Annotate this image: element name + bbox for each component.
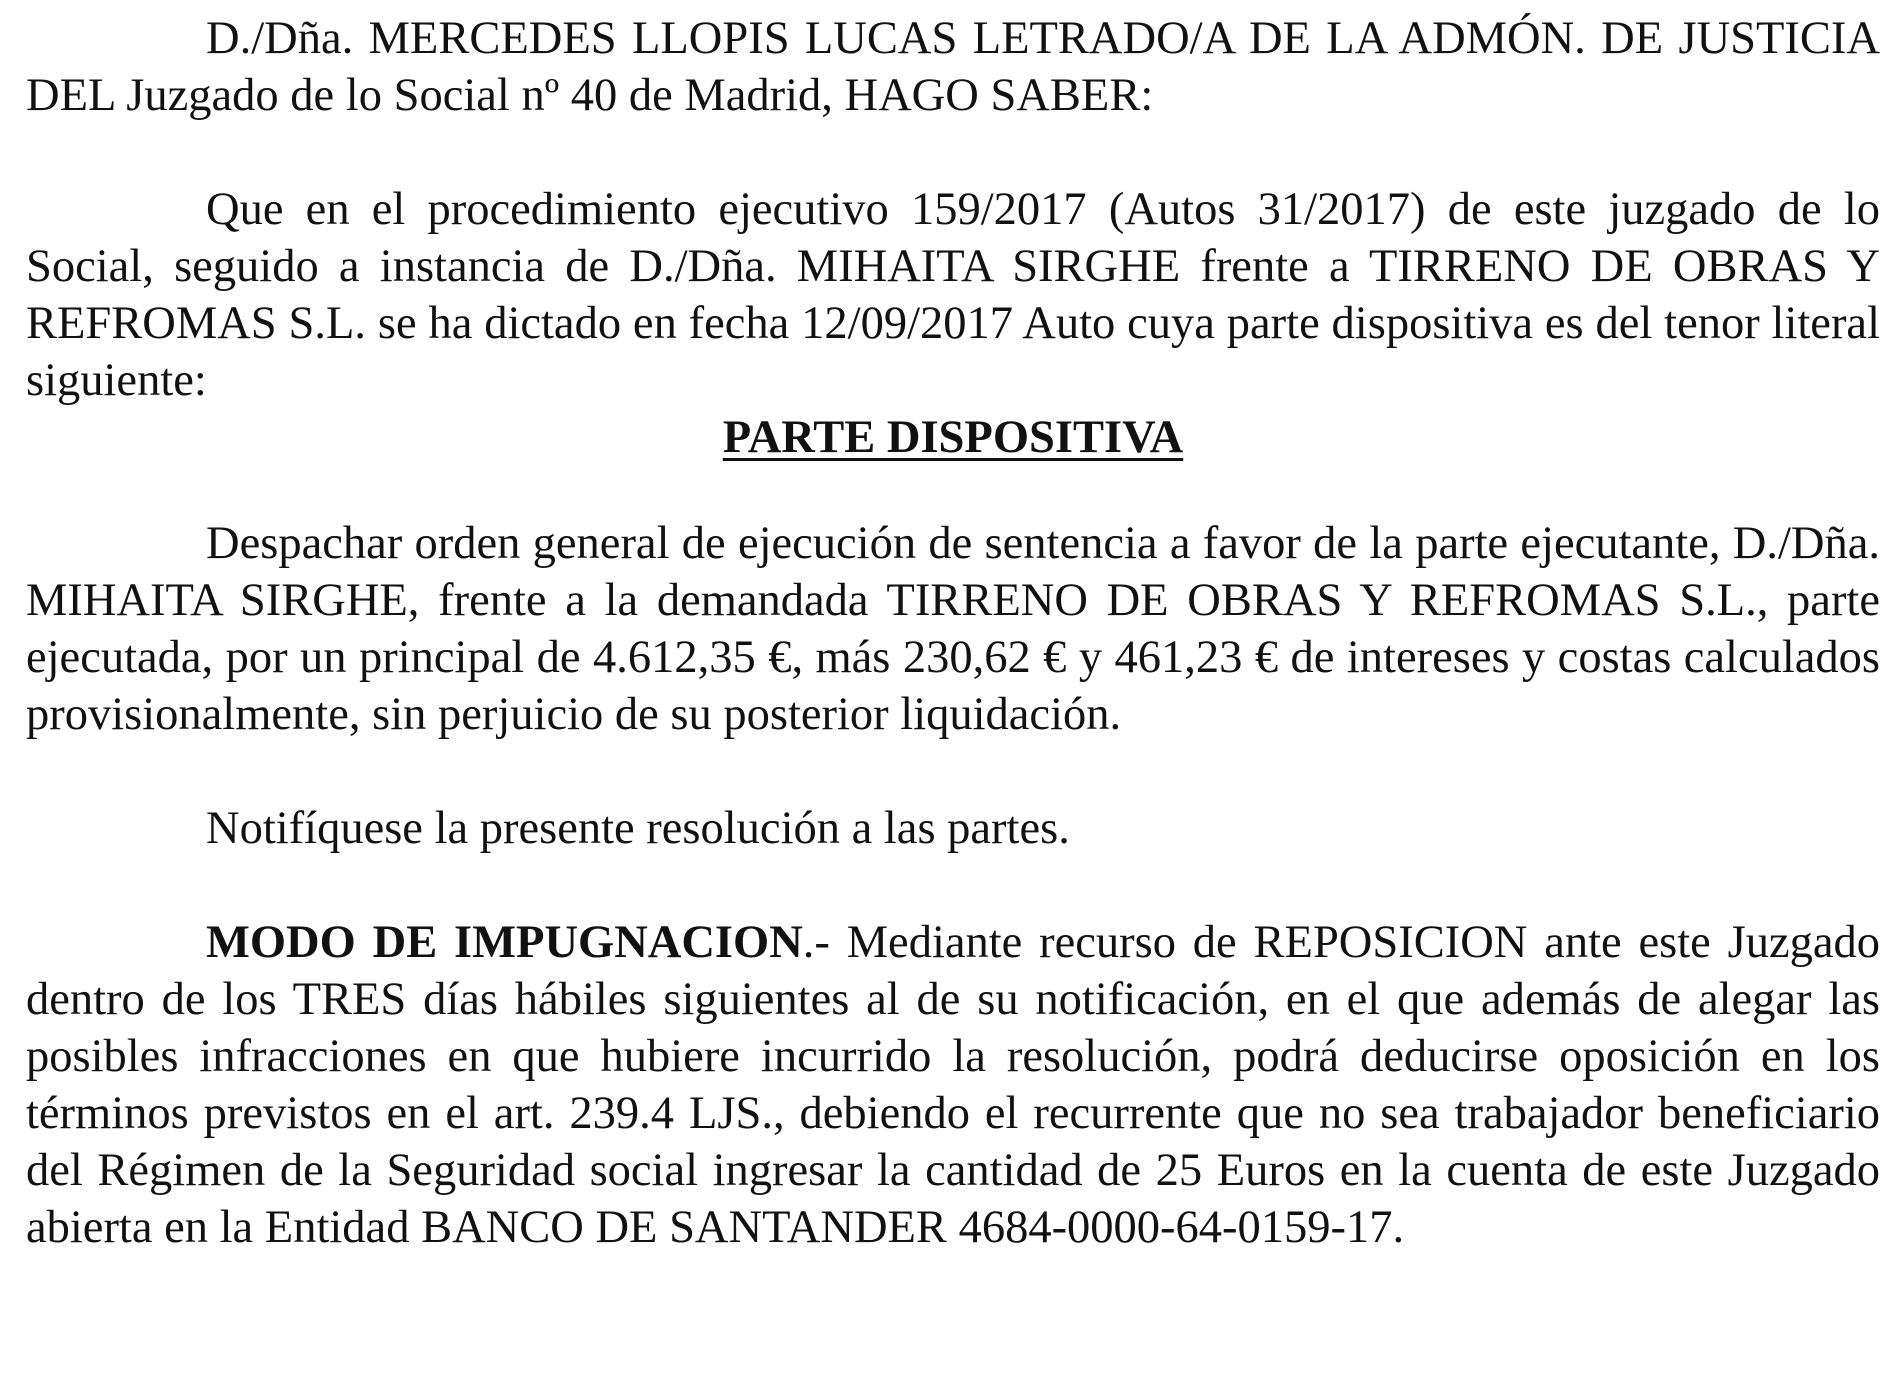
document-page <box>26 10 1880 1256</box>
order-text: Despachar orden general de ejecución de sentencia a favor de la parte ejecutante, D./Dña. MIHAITA SIRGHE, frente a la demandada TIRRENO DE OBRAS Y REFROMAS S.L., parte ejecutada, por un principal de 4.612,35 €, más 230,62 € y 461,23 € de intereses y costas calculados provisionalmente, sin perjuicio de su posterior liquidación. <box>26 518 1880 740</box>
header-text: D./Dña. MERCEDES LLOPIS LUCAS LETRADO/A DE LA ADMÓN. DE JUSTICIA DEL Juzgado de lo Social nº 40 de Madrid, HAGO SABER: <box>26 13 1880 121</box>
intro-paragraph <box>26 181 1880 409</box>
appeal-paragraph <box>26 914 1880 1256</box>
notify-text: Notifíquese la presente resolución a las partes. <box>206 803 1070 854</box>
notify-paragraph <box>26 800 1880 857</box>
appeal-label: MODO DE IMPUGNACION <box>206 917 803 968</box>
header-paragraph <box>26 10 1880 124</box>
section-heading: PARTE DISPOSITIVA <box>722 412 1184 463</box>
intro-text: Que en el procedimiento ejecutivo 159/2017 (Autos 31/2017) de este juzgado de lo Social, seguido a instancia de D./Dña. MIHAITA SIRGHE frente a TIRRENO DE OBRAS Y REFROMAS S.L. se ha dictado en fecha 12/09/2017 Auto cuya parte dispositiva es del tenor literal siguiente: <box>26 184 1880 406</box>
order-paragraph <box>26 515 1880 743</box>
appeal-text: .- Mediante recurso de REPOSICION ante este Juzgado dentro de los TRES días hábiles siguientes al de su notificación, en el que además de alegar las posibles infracciones en que hubiere incurrido la resolución, podrá deducirse oposición en los términos previstos en el art. 239.4 LJS., debiendo el recurrente que no sea trabajador beneficiario del Régimen de la Seguridad social ingresar la cantidad de 25 Euros en la cuenta de este Juzgado abierta en la Entidad BANCO DE SANTANDER 4684-0000-64-0159-17. <box>26 917 1880 1253</box>
